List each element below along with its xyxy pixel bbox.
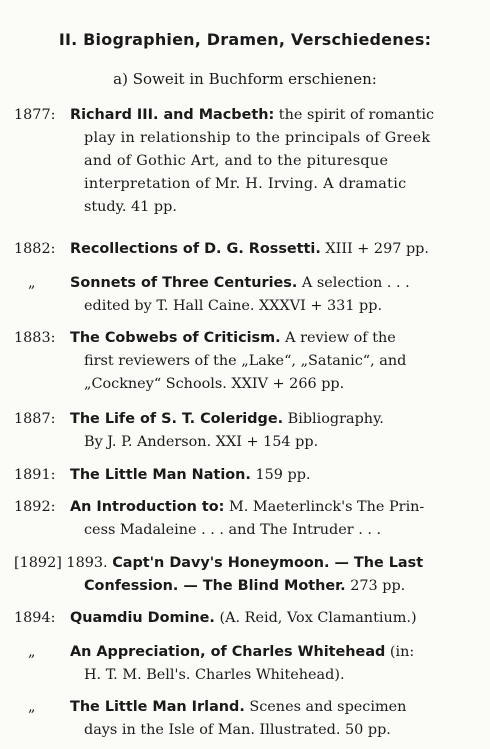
entry-1882 (14, 238, 474, 261)
entry-title: Richard III. and Macbeth: (70, 107, 275, 123)
section-heading: II. Biographien, Dramen, Verschiedenes: (58, 30, 432, 49)
entry-1893 (14, 552, 474, 598)
entry-text: Bibliography. (287, 411, 384, 427)
entry-text: Confession. — The Blind Mother. (84, 578, 346, 594)
entry-text: A review of the (285, 330, 396, 346)
entry-text: „Cockney“ Schools. XXIV + 266 pp. (84, 376, 345, 392)
entry-title: Quamdiu Domine. (70, 610, 215, 626)
entry-title: An Appreciation, of Charles Whitehead (70, 644, 386, 660)
entry-text: play in relationship to the principals of Greek (84, 130, 431, 146)
entry-year: 1883: (14, 330, 56, 346)
entry-title: Sonnets of Three Centuries. (70, 275, 298, 291)
entry-text: XIII + 297 pp. (325, 241, 429, 257)
entry-year: „ (28, 644, 36, 660)
entry-text: study. 41 pp. (84, 199, 177, 215)
entry-1894 (14, 607, 474, 630)
entry-text: edited by T. Hall Caine. XXXVI + 331 pp. (84, 298, 383, 314)
entry-year: 1892: (14, 499, 56, 515)
entry-appreciation (14, 641, 474, 687)
entry-little-man-irland (14, 696, 474, 742)
entry-year: 1882: (14, 241, 56, 257)
entry-1892 (14, 496, 474, 542)
entry-text: and of Gothic Art, and to the pituresque (84, 153, 389, 169)
entry-title: The Life of S. T. Coleridge. (70, 411, 284, 427)
entry-text: A selection . . . (301, 275, 410, 291)
entry-1887 (14, 408, 474, 454)
entry-text: (A. Reid, Vox Clamantium.) (219, 610, 417, 626)
entry-year: „ (28, 275, 36, 291)
entry-text: cess Madaleine . . . and The Intruder . . . (84, 522, 382, 538)
entry-text: 273 pp. (350, 578, 406, 594)
entry-text: the spirit of romantic (278, 107, 435, 123)
entry-title: An Introduction to: (70, 499, 225, 515)
entry-text: (in: (389, 644, 415, 660)
entry-text: By J. P. Anderson. XXI + 154 pp. (84, 434, 319, 450)
entry-title: The Little Man Nation. (70, 467, 251, 483)
entry-year: 1891: (14, 467, 56, 483)
entry-text: Scenes and specimen (249, 699, 407, 715)
entry-year: 1887: (14, 411, 56, 427)
entry-year: 1894: (14, 610, 56, 626)
entry-year: 1877: (14, 107, 56, 123)
entry-text: M. Maeterlinck's The Prin- (228, 499, 425, 515)
entry-title: Capt'n Davy's Honeymoon. — The Last (112, 555, 424, 571)
entry-year: [1892] 1893. (14, 555, 108, 571)
entry-text: first reviewers of the „Lake“, „Satanic“, and (84, 353, 407, 369)
entry-sonnets (14, 272, 474, 318)
entry-year: „ (28, 699, 36, 715)
entry-1883 (14, 327, 474, 396)
entry-text: days in the Isle of Man. Illustrated. 50 pp. (84, 722, 391, 738)
entry-title: The Cobwebs of Criticism. (70, 330, 281, 346)
entry-title: Recollections of D. G. Rossetti. (70, 241, 321, 257)
section-subheading: a) Soweit in Buchform erschienen: (113, 70, 377, 88)
entry-text: 159 pp. (255, 467, 311, 483)
entry-text: H. T. M. Bell's. Charles Whitehead). (84, 667, 345, 683)
entry-text: interpretation of Mr. H. Irving. A dramatic (84, 176, 407, 192)
entry-title: The Little Man Irland. (70, 699, 245, 715)
entry-1877 (14, 104, 474, 219)
entry-1891 (14, 464, 474, 487)
